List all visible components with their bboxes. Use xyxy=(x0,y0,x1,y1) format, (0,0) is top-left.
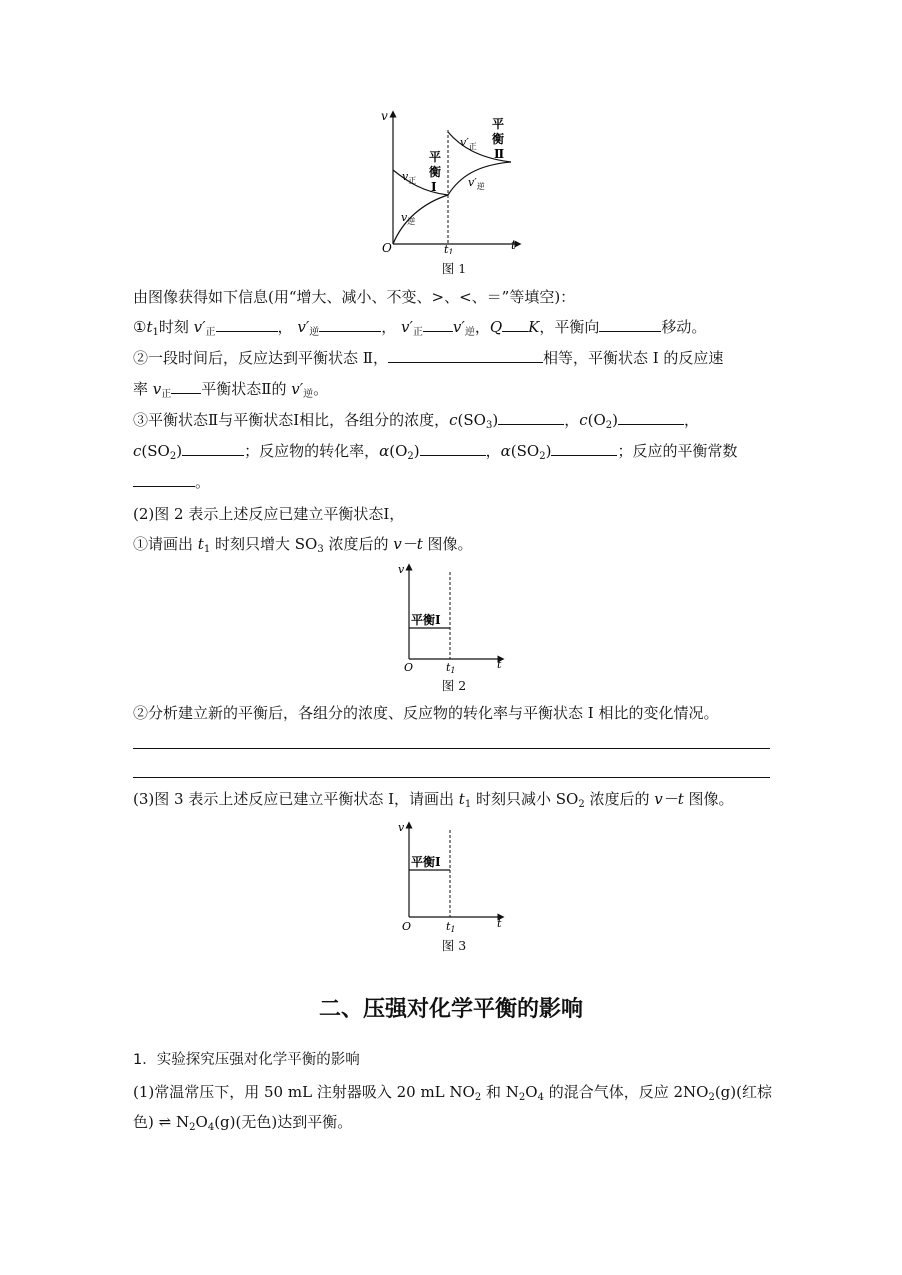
origin-label: O xyxy=(404,661,414,674)
balance2-char-2: 衡 xyxy=(492,132,505,146)
balance2-char-1: 平 xyxy=(492,117,505,131)
blank-5[interactable] xyxy=(599,317,661,332)
axis-label-v: v xyxy=(398,563,405,576)
balance1-char-2: 衡 xyxy=(429,165,442,179)
q1-item-3-line3: 。 xyxy=(133,471,210,493)
figure-3-caption: 图 3 xyxy=(441,938,467,953)
axis-label-v: v xyxy=(398,821,405,834)
blank-3[interactable] xyxy=(423,317,453,332)
q1-item-2-line1: ②一段时间后，反应达到平衡状态 Ⅱ， 相等，平衡状态 Ⅰ 的反应速 xyxy=(133,349,724,367)
tick-t1: t1 xyxy=(444,243,454,254)
label-v-reverse: $v_逆$ xyxy=(401,211,416,226)
q1-item-3-line1: ③平衡状态Ⅱ与平衡状态Ⅰ相比，各组分的浓度，$c(SO_3)$ ，$c(O_2)$ ， xyxy=(133,411,700,431)
figure-2-graph xyxy=(368,562,508,674)
section-2-item-1: 1．实验探究压强对化学平衡的影响 xyxy=(133,1052,360,1068)
blank-8[interactable] xyxy=(498,410,564,425)
balance2-char-3: Ⅱ xyxy=(494,147,505,161)
axis-label-t: t xyxy=(497,658,502,671)
axis-label-t: t xyxy=(511,238,516,252)
answer-line-1[interactable] xyxy=(133,748,770,749)
blank-6[interactable] xyxy=(388,348,543,363)
intro-text: 由图像获得如下信息(用“增大、减小、不变、>、<、＝”等填空)： xyxy=(133,288,576,306)
axis-label-v: v xyxy=(381,109,388,123)
q2-sub1: ①请画出 $t_1$ 时刻只增大 $SO_3$ 浓度后的 v－t 图像。 xyxy=(133,535,473,555)
label-vp-reverse: $v'_逆$ xyxy=(468,176,485,191)
blank-9[interactable] xyxy=(618,410,684,425)
blank-11[interactable] xyxy=(420,441,486,456)
blank-1[interactable] xyxy=(216,317,278,332)
label-v-forward: $v_正$ xyxy=(402,170,417,185)
section-2-para-line1: (1)常温常压下，用 50 mL 注射器吸入 20 mL $NO_2$ 和 $N_2O_4$ 的混合气体，反应 $2NO_2(g)$(红棕 xyxy=(133,1083,772,1103)
q1-item-3-line2: $c(SO_2)$ ；反应物的转化率，$\alpha(O_2)$ ，$\alpha(SO_2)$ ；反应的平衡常数 xyxy=(133,442,738,462)
label-vp-forward: $v'_正$ xyxy=(460,136,477,151)
tick-t1: t1 xyxy=(446,661,456,674)
figure-1-graph xyxy=(378,108,528,254)
figure-1-caption: 图 1 xyxy=(441,261,467,276)
origin-label: O xyxy=(402,920,412,933)
q2-sub2: ②分析建立新的平衡后，各组分的浓度、反应物的转化率与平衡状态 Ⅰ 相比的变化情况。 xyxy=(133,704,719,722)
section-2-title: 二、压强对化学平衡的影响 xyxy=(318,997,583,1022)
balance1-char-3: Ⅰ xyxy=(431,180,437,194)
q2-title: (2)图 2 表示上述反应已建立平衡状态Ⅰ， xyxy=(133,505,405,523)
blank-2[interactable] xyxy=(319,317,381,332)
answer-line-2[interactable] xyxy=(133,777,770,778)
axis-label-t: t xyxy=(497,917,502,930)
balance1-char-1: 平 xyxy=(429,150,442,164)
balance-label: 平衡Ⅰ xyxy=(411,613,441,627)
blank-10[interactable] xyxy=(182,441,244,456)
blank-4[interactable] xyxy=(502,317,528,332)
blank-12[interactable] xyxy=(551,441,617,456)
figure-3-graph xyxy=(368,820,508,934)
q3-text: (3)图 3 表示上述反应已建立平衡状态 Ⅰ，请画出 $t_1$ 时刻只减小 $SO_2$ 浓度后的 v－t 图像。 xyxy=(133,790,734,810)
origin-label: O xyxy=(382,241,392,254)
figure-2-caption: 图 2 xyxy=(441,678,467,693)
q1-item-1: $①t_1$时刻 $v'_正$ ， $v'_逆$ ， $v'_正$ $v'_逆$，Q K，平衡向 移动。 xyxy=(133,318,707,338)
section-2-para-line2: 色) ⇌ $N_2O_4(g)$(无色)达到平衡。 xyxy=(133,1113,353,1133)
tick-t1: t1 xyxy=(446,920,456,934)
q1-item-2-line2: 率 $v_正$ 平衡状态Ⅱ的 $v'_逆$。 xyxy=(133,380,329,400)
balance-label: 平衡Ⅰ xyxy=(411,855,441,869)
blank-7[interactable] xyxy=(171,379,201,394)
equilibrium-arrow-icon: ⇌ xyxy=(158,1113,172,1131)
blank-13[interactable] xyxy=(133,472,195,487)
